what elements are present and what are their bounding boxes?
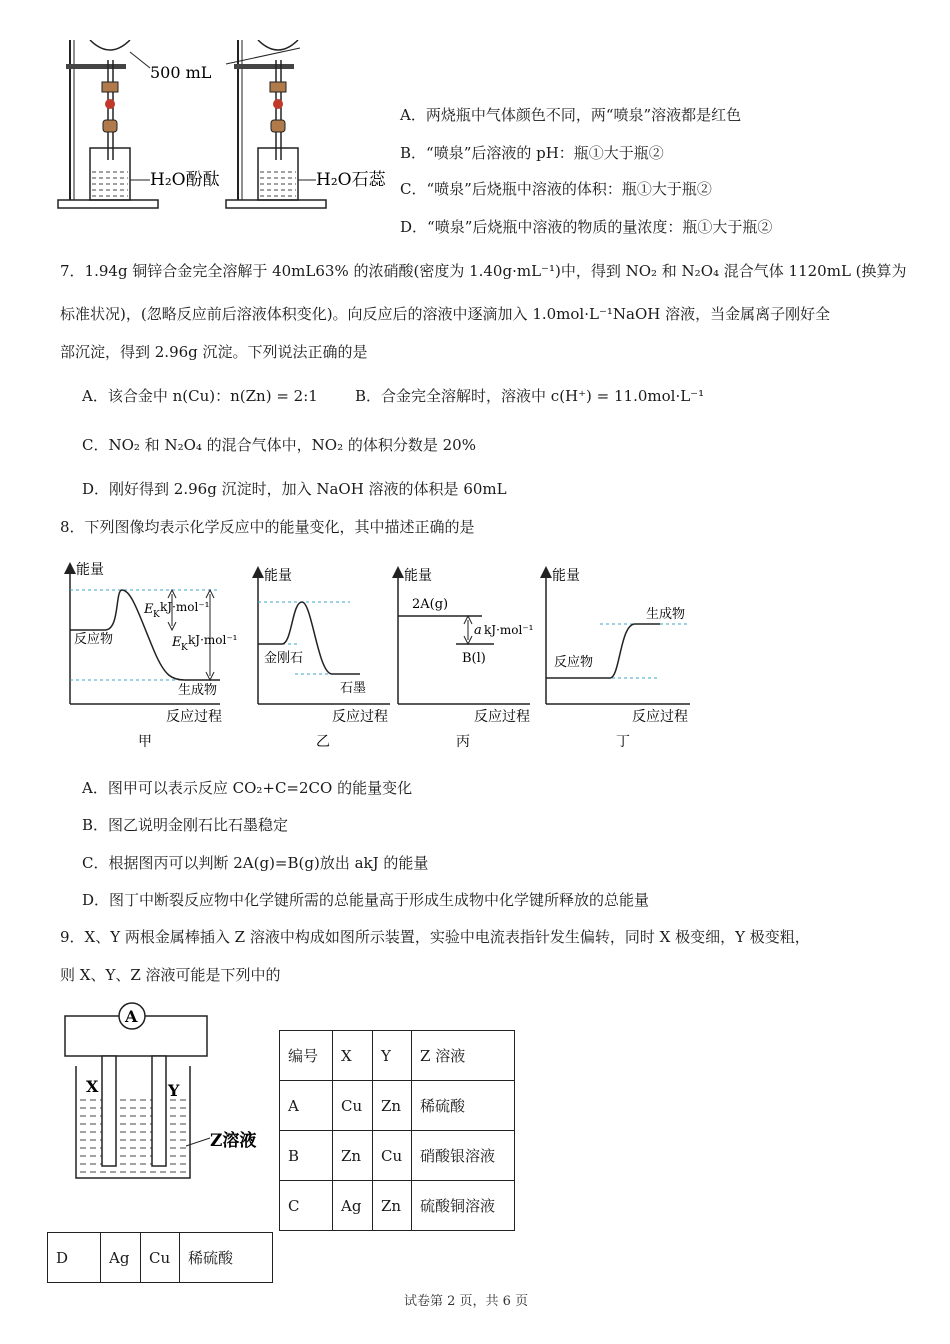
q8-option-d: D．图丁中断裂反应物中化学键所需的总能量高于形成生成物中化学键所释放的总能量: [82, 891, 650, 909]
q8-stem: 8．下列图像均表示化学反应中的能量变化，其中描述正确的是: [60, 518, 475, 536]
svg-text:E: E: [172, 635, 182, 650]
svg-text:K: K: [181, 643, 188, 653]
table-row: 编号 X Y Z 溶液: [280, 1031, 515, 1081]
table-row: A Cu Zn 稀硫酸: [280, 1081, 515, 1131]
svg-text:kJ·mol⁻¹: kJ·mol⁻¹: [188, 633, 238, 647]
q6-option-a: A．两烧瓶中气体颜色不同，两“喷泉”溶液都是红色: [400, 106, 742, 124]
volume-label: 500 mL: [150, 63, 212, 82]
q9-stem-line2: 则 X、Y、Z 溶液可能是下列中的: [60, 966, 281, 984]
svg-text:反应过程: 反应过程: [166, 709, 222, 725]
q7-option-c: C．NO₂ 和 N₂O₄ 的混合气体中，NO₂ 的体积分数是 20%: [82, 436, 476, 454]
svg-text:反应过程: 反应过程: [474, 709, 530, 725]
svg-text:反应过程: 反应过程: [632, 709, 688, 725]
page-footer: 试卷第 2 页，共 6 页: [404, 1294, 529, 1309]
left-solution-label: H₂O酚酞: [150, 170, 220, 190]
svg-text:Z溶液: Z溶液: [210, 1131, 257, 1151]
table-row: B Zn Cu 硝酸银溶液: [280, 1131, 515, 1181]
svg-text:能量: 能量: [264, 568, 292, 584]
q6-option-d: D．“喷泉”后烧瓶中溶液的物质的量浓度：瓶①大于瓶②: [400, 218, 773, 236]
svg-text:丙: 丙: [456, 734, 470, 750]
svg-text:能量: 能量: [404, 568, 432, 584]
q9-options-table: [279, 1030, 515, 1231]
svg-text:反应物: 反应物: [554, 655, 594, 670]
svg-text:E: E: [144, 602, 154, 617]
svg-text:金刚石: 金刚石: [264, 651, 304, 666]
q9-cell-figure: [60, 1002, 275, 1192]
q7-stem-line1: 7．1.94g 铜锌合金完全溶解于 40mL63% 的浓硝酸(密度为 1.40g·mL⁻¹)中，得到 NO₂ 和 N₂O₄ 混合气体 1120mL (换算为: [60, 262, 907, 280]
right-solution-label: H₂O石蕊: [316, 170, 386, 190]
q6-option-c: C．“喷泉”后烧瓶中溶液的体积：瓶①大于瓶②: [400, 180, 712, 198]
q7-stem-line2: 标准状况)，(忽略反应前后溶液体积变化)。向反应后的溶液中逐滴加入 1.0mol·L⁻¹NaOH 溶液，当金属离子刚好全: [60, 305, 831, 323]
svg-text:Y: Y: [168, 1081, 180, 1100]
graph-bing: [398, 567, 533, 750]
q7-stem-line3: 部沉淀，得到 2.96g 沉淀。下列说法正确的是: [60, 343, 368, 361]
q9-row-d-table: [47, 1232, 273, 1283]
svg-text:kJ·mol⁻¹: kJ·mol⁻¹: [484, 623, 534, 637]
svg-text:能量: 能量: [76, 562, 104, 578]
svg-text:A: A: [125, 1007, 138, 1026]
svg-text:2A(g): 2A(g): [412, 597, 449, 612]
svg-text:X: X: [86, 1077, 99, 1096]
svg-text:kJ·mol⁻¹: kJ·mol⁻¹: [160, 600, 210, 614]
q8-option-c: C．根据图丙可以判断 2A(g)=B(g)放出 akJ 的能量: [82, 854, 429, 872]
q7-option-a: A．该合金中 n(Cu)：n(Zn) = 2:1: [82, 387, 318, 405]
q6-option-b: B．“喷泉”后溶液的 pH：瓶①大于瓶②: [400, 144, 664, 162]
svg-text:a: a: [474, 623, 482, 638]
q9-stem-line1: 9．X、Y 两根金属棒插入 Z 溶液中构成如图所示装置，实验中电流表指针发生偏转，同时 X 极变细，Y 极变粗，: [60, 928, 810, 946]
q8-option-b: B．图乙说明金刚石比石墨稳定: [82, 816, 289, 834]
q8-energy-diagrams: [60, 558, 710, 758]
table-row: C Ag Zn 硫酸铜溶液: [280, 1181, 515, 1231]
svg-text:反应过程: 反应过程: [332, 709, 388, 725]
svg-text:反应物: 反应物: [74, 632, 114, 647]
svg-text:石墨: 石墨: [340, 681, 367, 696]
graph-jia: [70, 561, 237, 750]
q7-option-b: B．合金完全溶解时，溶液中 c(H⁺) = 11.0mol·L⁻¹: [355, 387, 705, 405]
table-row: D Ag Cu 稀硫酸: [48, 1233, 273, 1283]
q8-option-a: A．图甲可以表示反应 CO₂+C=2CO 的能量变化: [82, 779, 413, 797]
q7-option-d: D．刚好得到 2.96g 沉淀时，加入 NaOH 溶液的体积是 60mL: [82, 480, 507, 498]
svg-text:甲: 甲: [138, 734, 152, 750]
svg-text:乙: 乙: [316, 734, 330, 750]
graph-ding: [546, 567, 690, 750]
svg-text:丁: 丁: [616, 734, 630, 750]
svg-text:生成物: 生成物: [178, 683, 218, 698]
graph-yi: [258, 567, 390, 750]
svg-text:能量: 能量: [552, 568, 580, 584]
svg-text:生成物: 生成物: [646, 607, 686, 622]
q6-apparatus-figure: [50, 40, 395, 220]
svg-text:K: K: [153, 610, 160, 620]
svg-text:B(l): B(l): [462, 651, 486, 666]
